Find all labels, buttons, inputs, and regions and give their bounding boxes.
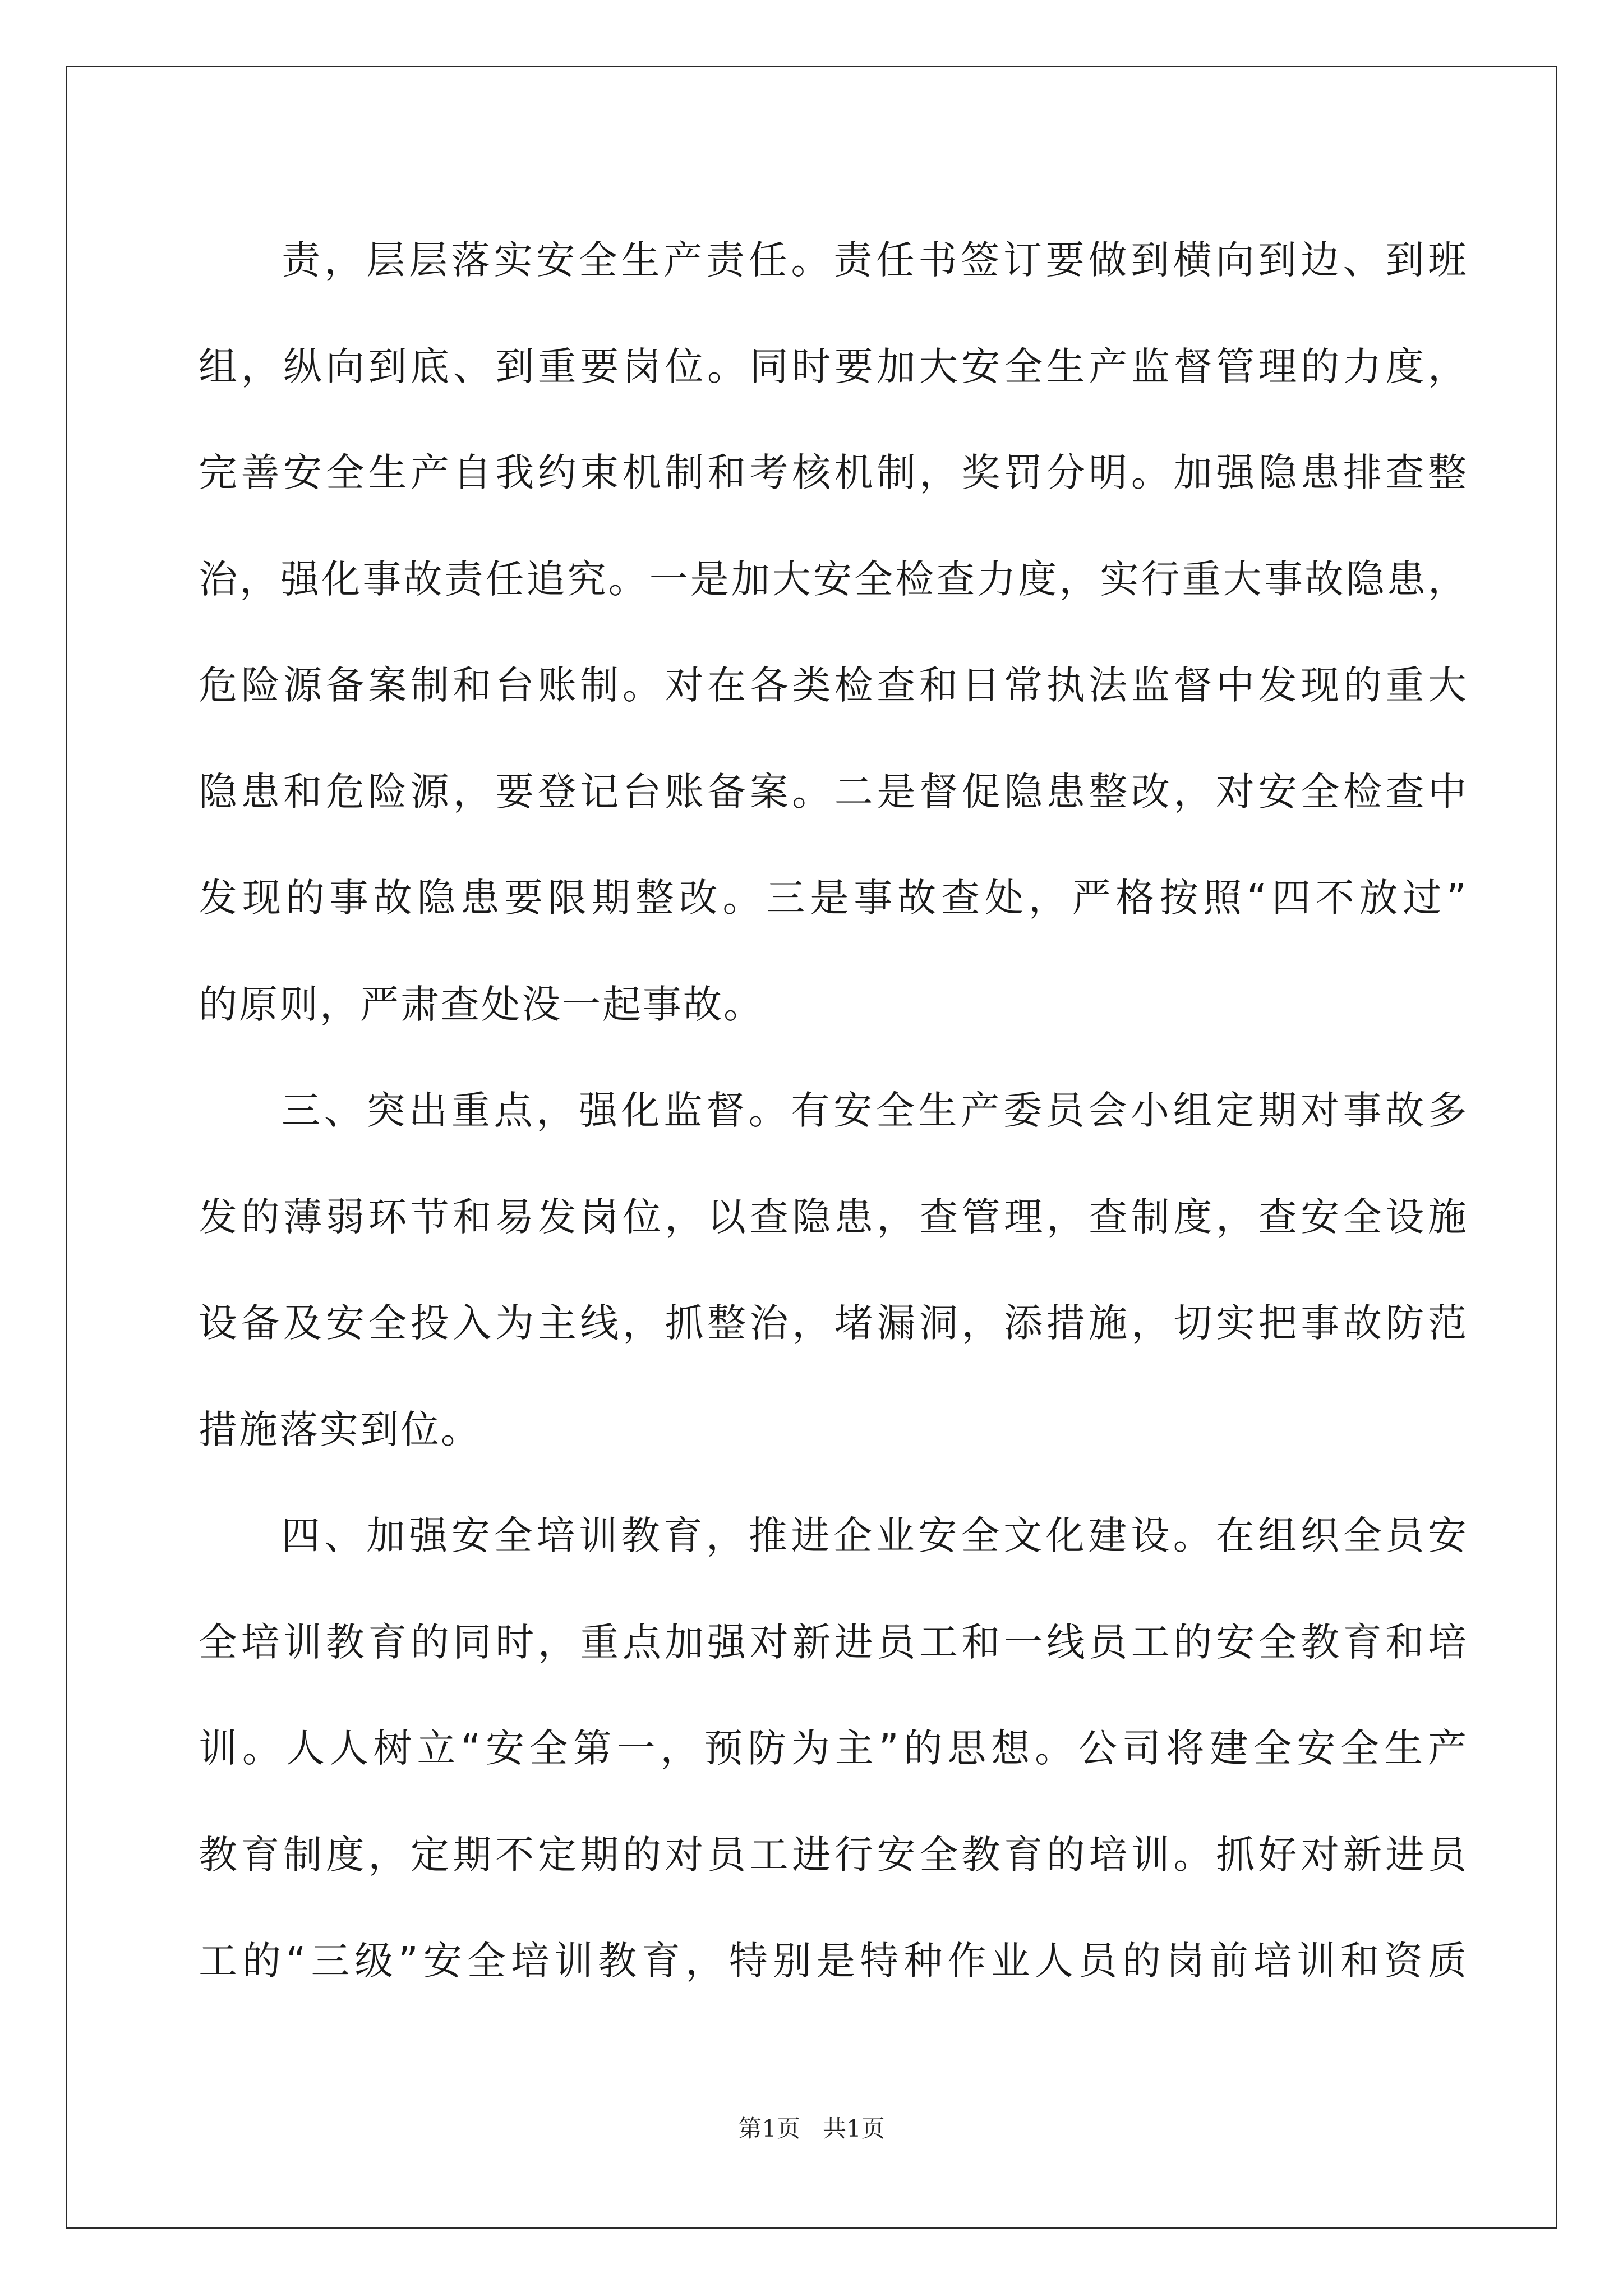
text-line: 危险源备案制和台账制。对在各类检查和日常执法监督中发现的重大 — [199, 663, 1468, 708]
text-line: 设备及安全投入为主线，抓整治，堵漏洞，添措施，切实把事故防范 — [199, 1301, 1468, 1346]
text-line: 责，层层落实安全生产责任。责任书签订要做到横向到边、到班 — [282, 238, 1468, 283]
text-line: 的原则，严肃查处没一起事故。 — [199, 982, 764, 1027]
text-line: 三、突出重点，强化监督。有安全生产委员会小组定期对事故多 — [282, 1088, 1468, 1133]
text-line: 训。人人树立“安全第一，预防为主”的思想。公司将建全安全生产 — [199, 1726, 1468, 1771]
text-line: 治，强化事故责任追究。一是加大安全检查力度，实行重大事故隐患， — [199, 556, 1468, 602]
text-line: 措施落实到位。 — [199, 1407, 481, 1452]
text-line: 隐患和危险源，要登记台账备案。二是督促隐患整改，对安全检查中 — [199, 769, 1468, 815]
text-line: 四、加强安全培训教育，推进企业安全文化建设。在组织全员安 — [282, 1513, 1468, 1558]
text-line: 全培训教育的同时，重点加强对新进员工和一线员工的安全教育和培 — [199, 1619, 1468, 1665]
text-line: 教育制度，定期不定期的对员工进行安全教育的培训。抓好对新进员 — [199, 1832, 1468, 1878]
page-footer: 第1页 共1页 — [738, 2115, 885, 2142]
text-line: 发现的事故隐患要限期整改。三是事故查处，严格按照“四不放过” — [199, 876, 1468, 921]
text-line: 工的“三级”安全培训教育，特别是特种作业人员的岗前培训和资质 — [199, 1939, 1468, 1984]
text-line: 发的薄弱环节和易发岗位，以查隐患，查管理，查制度，查安全设施 — [199, 1194, 1468, 1240]
document-body — [199, 208, 1468, 2015]
text-line: 组，纵向到底、到重要岗位。同时要加大安全生产监督管理的力度， — [199, 344, 1468, 389]
text-line: 完善安全生产自我约束机制和考核机制，奖罚分明。加强隐患排查整 — [199, 450, 1468, 495]
